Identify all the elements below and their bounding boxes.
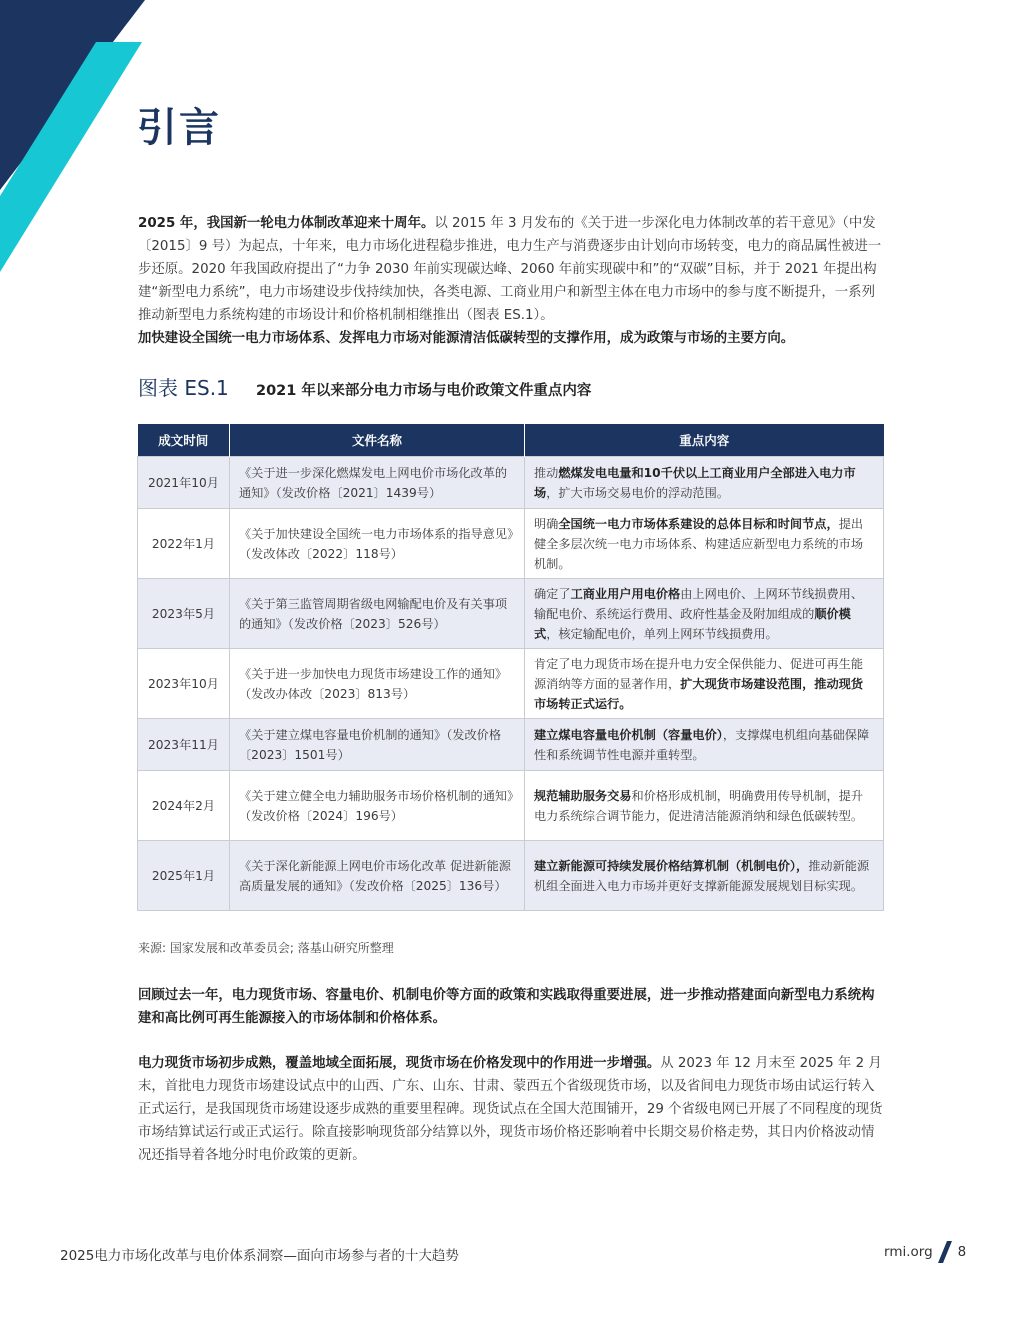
table-header-row [138, 424, 884, 457]
intro-paragraph [138, 212, 884, 350]
row-document: 《关于进一步深化燃煤发电上网电价市场化改革的通知》（发改价格〔2021〕1439号） [230, 457, 525, 509]
content-text: ，支撑煤电机组向基础保障性和系统调节性电源并重转型。 [534, 727, 870, 762]
intro-body: 以 2015 年 3 月发布的《关于进一步深化电力体制改革的若干意见》（中发〔2015〕9 号）为起点，十年来，电力市场化进程稳步推进，电力生产与消费逐步由计划向市场转变，电力的商品属性被进一步还原。2020 年我国政府提出了“力争 2030 年前实现碳达峰、2060 年前实现碳中和”的“双碳”目标，并于 2021 年提出构建“新型电力系统”，电力市场建设步伐持续加快，各类电源、工商业用户和新型主体在电力市场中的参与度不断提升，一系列推动新型电力系统构建的市场设计和价格机制相继推出（图表 ES.1）。 [138, 216, 882, 323]
content-highlight: 扩大现货市场建设范围，推动现货市场转正式运行。 [534, 676, 864, 711]
table-row [138, 457, 884, 509]
content-highlight: 建立煤电容量电价机制（容量电价） [534, 727, 723, 742]
review-paragraph [138, 984, 884, 1030]
content-text: 提出健全多层次统一电力市场体系、构建适应新型电力系统的市场机制。 [534, 516, 864, 571]
figure-label: 图表 ES.1 [138, 376, 229, 400]
footer-page-number: 8 [957, 1244, 967, 1260]
content-text: 由上网电价、上网环节线损费用、输配电价、系统运行费用、政府性基金及附加组成的 [534, 586, 864, 621]
page-title: 引言 [137, 105, 221, 151]
row-content [525, 649, 884, 719]
review-text: 回顾过去一年，电力现货市场、容量电价、机制电价等方面的政策和实践取得重要进展，进一步推动搭建面向新型电力系统构建和高比例可再生能源接入的市场体制和价格体系。 [138, 988, 875, 1026]
row-document: 《关于深化新能源上网电价市场化改革 促进新能源高质量发展的通知》（发改价格〔2025〕136号） [230, 841, 525, 911]
table-row [138, 649, 884, 719]
content-highlight: 全国统一电力市场体系建设的总体目标和时间节点， [558, 516, 839, 531]
content-text: 和价格形成机制，明确费用传导机制，提升电力系统综合调节能力，促进清洁能源消纳和绿色低碳转型。 [534, 788, 864, 823]
footer-site-link[interactable]: rmi.org [884, 1244, 933, 1260]
row-content [525, 509, 884, 579]
row-document: 《关于第三监管周期省级电网输配电价及有关事项的通知》（发改价格〔2023〕526号） [230, 579, 525, 649]
policy-table [137, 424, 884, 911]
content-highlight: 建立新能源可持续发展价格结算机制（机制电价）， [534, 858, 809, 873]
content-highlight: 工商业用户用电价格 [570, 586, 681, 601]
content-highlight: 燃煤发电电量和10千伏以上工商业用户全部进入电力市场 [534, 465, 856, 500]
figure-heading [138, 372, 884, 401]
figure-source: 来源: 国家发展和改革委员会; 落基山研究所整理 [138, 941, 394, 955]
row-document: 《关于建立健全电力辅助服务市场价格机制的通知》（发改价格〔2024〕196号） [230, 771, 525, 841]
content-text: 推动新能源机组全面进入电力市场并更好支撑新能源发展规划目标实现。 [534, 858, 870, 893]
figure-title: 2021 年以来部分电力市场与电价政策文件重点内容 [256, 383, 592, 399]
spot-lead: 电力现货市场初步成熟，覆盖地域全面拓展，现货市场在价格发现中的作用进一步增强。 [138, 1056, 661, 1071]
content-text: ，扩大市场交易电价的浮动范围。 [546, 485, 729, 500]
row-document: 《关于建立煤电容量电价机制的通知》（发改价格〔2023〕1501号） [230, 719, 525, 771]
content-text: ，核定输配电价，单列上网环节线损费用。 [546, 626, 778, 641]
row-date: 2024年2月 [138, 771, 230, 841]
content-text: 推动 [534, 465, 559, 480]
header-date: 成文时间 [138, 424, 230, 457]
content-text: 明确 [534, 516, 559, 531]
row-content [525, 457, 884, 509]
row-date: 2022年1月 [138, 509, 230, 579]
row-document: 《关于加快建设全国统一电力市场体系的指导意见》（发改体改〔2022〕118号） [230, 509, 525, 579]
intro-closing: 加快建设全国统一电力市场体系、发挥电力市场对能源清洁低碳转型的支撑作用，成为政策与市场的主要方向。 [138, 331, 795, 346]
row-date: 2021年10月 [138, 457, 230, 509]
row-content [525, 841, 884, 911]
row-content [525, 719, 884, 771]
content-text: 肯定了电力现货市场在提升电力安全保供能力、促进可再生能源消纳等方面的显著作用， [534, 656, 864, 691]
row-date: 2023年5月 [138, 579, 230, 649]
spot-body: 从 2023 年 12 月末至 2025 年 2 月末，首批电力现货市场建设试点中的山西、广东、山东、甘肃、蒙西五个省级现货市场，以及省间电力现货市场由试运行转入正式运行，是我国现货市场建设逐步成熟的重要里程碑。现货试点在全国大范围铺开，29 个省级电网已开展了不同程度的现货市场结算试运行或正式运行。除直接影响现货部分结算以外，现货市场价格还影响着中长期交易价格走势，其日内价格波动情况还指导着各地分时电价政策的更新。 [138, 1056, 883, 1163]
corner-decoration [0, 0, 160, 280]
footer-right [884, 1241, 966, 1263]
row-date: 2023年10月 [138, 649, 230, 719]
spot-paragraph [138, 1052, 884, 1167]
row-date: 2023年11月 [138, 719, 230, 771]
table-row [138, 841, 884, 911]
table-row [138, 579, 884, 649]
table-row [138, 719, 884, 771]
header-content: 重点内容 [525, 424, 884, 457]
header-document: 文件名称 [230, 424, 525, 457]
content-text: 确定了 [534, 586, 571, 601]
table-row [138, 509, 884, 579]
row-content [525, 579, 884, 649]
row-date: 2025年1月 [138, 841, 230, 911]
footer-report-title: 2025电力市场化改革与电价体系洞察—面向市场参与者的十大趋势 [60, 1248, 459, 1264]
row-document: 《关于进一步加快电力现货市场建设工作的通知》（发改办体改〔2023〕813号） [230, 649, 525, 719]
content-highlight: 顺价模式 [534, 606, 851, 641]
row-content [525, 771, 884, 841]
intro-lead: 2025 年，我国新一轮电力体制改革迎来十周年。 [138, 216, 435, 231]
slash-icon [938, 1241, 952, 1263]
content-highlight: 规范辅助服务交易 [534, 788, 632, 803]
table-row [138, 771, 884, 841]
